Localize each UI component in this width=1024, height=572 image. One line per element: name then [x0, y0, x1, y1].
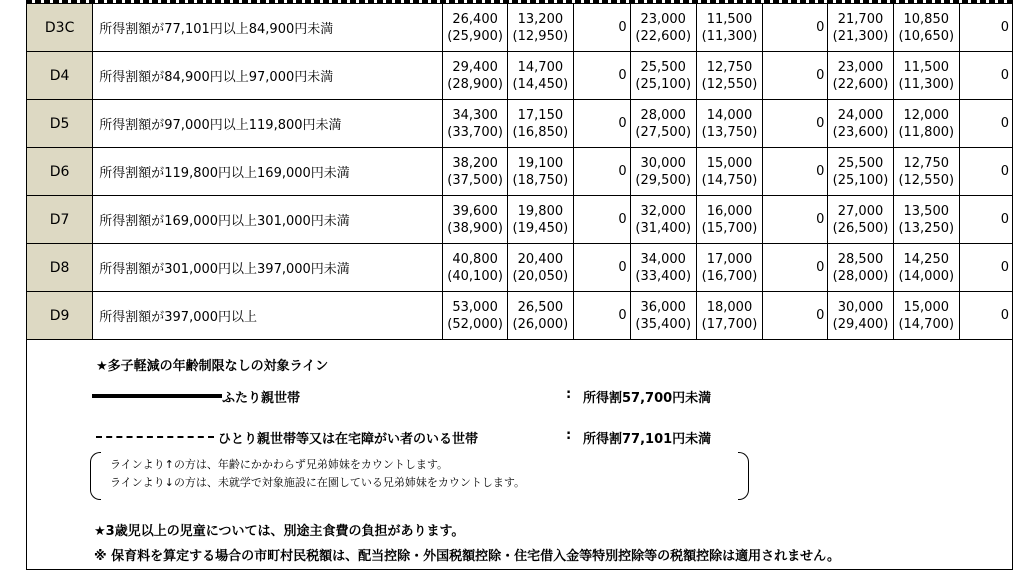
tier-code — [27, 100, 93, 148]
cell-value: (10,650) — [898, 28, 955, 44]
cell-value: 0 — [618, 68, 627, 83]
fee-group-a-second — [508, 52, 573, 100]
cell-value: (20,050) — [512, 268, 569, 284]
cell-value: (29,500) — [635, 172, 692, 188]
tier-description — [93, 52, 443, 100]
cell-value: D7 — [49, 211, 70, 228]
cell-value: (21,300) — [832, 28, 889, 44]
fee-group-b-first — [630, 292, 696, 340]
cell-value: 13,200 — [517, 11, 564, 27]
right-bracket — [738, 452, 749, 500]
fee-group-c-second — [893, 148, 959, 196]
cell-value: (25,100) — [832, 172, 889, 188]
fee-group-b-third — [763, 52, 828, 100]
cell-value: 16,000 — [706, 203, 753, 219]
tier-code — [27, 244, 93, 292]
cell-value: 12,000 — [903, 107, 949, 123]
cell-value: (11,300) — [898, 76, 955, 92]
fee-group-c-third — [959, 148, 1012, 196]
cell-value: (14,750) — [701, 172, 758, 188]
fee-group-a-third — [573, 244, 630, 292]
left-bracket — [90, 452, 101, 500]
fee-group-b-first — [630, 196, 696, 244]
fee-group-b-second — [696, 148, 762, 196]
cell-value: 12,750 — [903, 155, 949, 171]
tier-description — [93, 4, 443, 52]
fee-group-b-second — [696, 196, 762, 244]
cell-value: (25,900) — [447, 28, 503, 44]
fee-group-c-first — [828, 292, 893, 340]
solid-line-label: ふたり親世帯 — [222, 391, 301, 406]
cell-value: D6 — [49, 163, 70, 180]
cell-value: D8 — [49, 259, 70, 276]
cell-value: 0 — [816, 212, 825, 227]
cell-value: 34,300 — [452, 107, 498, 123]
fee-group-b-first — [630, 4, 696, 52]
cell-value: (33,700) — [447, 124, 503, 140]
tier-code — [27, 196, 93, 244]
fee-group-b-second — [696, 100, 762, 148]
fee-group-c-second — [893, 292, 959, 340]
fee-group-a-second — [508, 244, 573, 292]
cell-value: D3C — [44, 19, 75, 36]
cell-value: (19,450) — [512, 220, 569, 236]
cell-value: 28,000 — [640, 107, 686, 123]
fee-group-c-first — [828, 196, 893, 244]
cell-value: 0 — [1000, 164, 1009, 179]
note-tax: ※ 保育料を算定する場合の市町村民税額は、配当控除・外国税額控除・住宅借入金等特別控除等の税額控除は適用されません。 — [94, 549, 840, 564]
cell-value: 0 — [816, 68, 825, 83]
cell-value: 24,000 — [837, 107, 884, 123]
fee-group-a-third — [573, 148, 630, 196]
fee-group-a-third — [573, 100, 630, 148]
tier-description — [93, 244, 443, 292]
fee-group-c-third — [959, 100, 1012, 148]
cell-value: (26,000) — [512, 316, 569, 332]
cell-value: (31,400) — [635, 220, 692, 236]
fee-group-b-first — [630, 100, 696, 148]
fee-group-c-second — [893, 52, 959, 100]
fee-group-b-second — [696, 244, 762, 292]
cell-value: 27,000 — [837, 203, 884, 219]
fee-group-c-second — [893, 196, 959, 244]
cell-value: (38,900) — [447, 220, 503, 236]
cell-value: 30,000 — [640, 155, 686, 171]
fee-group-a-first — [443, 292, 508, 340]
cell-value: 53,000 — [452, 299, 498, 315]
fee-group-a-first — [443, 196, 508, 244]
cell-value: 0 — [816, 116, 825, 131]
fee-group-a-first — [443, 52, 508, 100]
fee-group-a-second — [508, 148, 573, 196]
cell-value: 0 — [1000, 308, 1009, 323]
cell-value: 0 — [1000, 116, 1009, 131]
cell-value: (52,000) — [447, 316, 503, 332]
cell-value: 所得割額が301,000円以上397,000円未満 — [99, 262, 350, 277]
fee-group-c-third — [959, 4, 1012, 52]
fee-group-a-third — [573, 292, 630, 340]
cell-value: (25,100) — [635, 76, 692, 92]
cell-value: 28,500 — [837, 251, 884, 267]
cell-value: (33,400) — [635, 268, 692, 284]
cell-value: 0 — [816, 164, 825, 179]
table-row — [27, 196, 1013, 244]
cell-value: 18,000 — [706, 299, 753, 315]
cell-value: (14,450) — [512, 76, 569, 92]
cell-value: (22,600) — [635, 28, 692, 44]
tier-description — [93, 292, 443, 340]
cell-value: (13,250) — [898, 220, 955, 236]
cell-value: 0 — [618, 116, 627, 131]
cell-value: 12,750 — [706, 59, 753, 75]
fee-group-b-third — [763, 196, 828, 244]
cell-value: (22,600) — [832, 76, 889, 92]
cell-value: 15,000 — [903, 299, 949, 315]
cell-value: 40,800 — [452, 251, 498, 267]
fee-table — [26, 3, 1013, 340]
fee-group-b-third — [763, 4, 828, 52]
cell-value: 所得割額が119,800円以上169,000円未満 — [99, 166, 350, 181]
tier-code — [27, 292, 93, 340]
fee-group-c-first — [828, 244, 893, 292]
cell-value: 30,000 — [837, 299, 884, 315]
notes-heading: ★多子軽減の年齢制限なしの対象ライン — [96, 359, 329, 374]
cell-value: 14,250 — [903, 251, 949, 267]
solid-line-colon: : — [566, 387, 572, 402]
cell-value: (27,500) — [635, 124, 692, 140]
cell-value: 0 — [816, 20, 825, 35]
cell-value: (23,600) — [832, 124, 889, 140]
fee-group-a-second — [508, 4, 573, 52]
cell-value: (29,400) — [832, 316, 889, 332]
dashed-line-value: 所得割77,101円未満 — [583, 432, 712, 447]
cell-value: 17,150 — [517, 107, 564, 123]
cell-value: 0 — [618, 212, 627, 227]
fee-group-c-third — [959, 196, 1012, 244]
fee-group-b-third — [763, 100, 828, 148]
fee-group-a-first — [443, 4, 508, 52]
cell-value: 25,500 — [640, 59, 686, 75]
cell-value: 34,000 — [640, 251, 686, 267]
fee-group-a-first — [443, 244, 508, 292]
table-row — [27, 4, 1013, 52]
cell-value: 23,000 — [640, 11, 686, 27]
cell-value: 0 — [1000, 20, 1009, 35]
cell-value: D5 — [49, 115, 70, 132]
fee-group-b-third — [763, 292, 828, 340]
fee-group-b-third — [763, 148, 828, 196]
cell-value: 所得割額が97,000円以上119,800円未満 — [99, 118, 342, 133]
cell-value: 0 — [618, 260, 627, 275]
fee-group-a-second — [508, 100, 573, 148]
cell-value: 39,600 — [452, 203, 498, 219]
cell-value: (12,550) — [701, 76, 758, 92]
fee-group-a-third — [573, 196, 630, 244]
cell-value: 11,500 — [706, 11, 753, 27]
fee-group-a-third — [573, 4, 630, 52]
table-row — [27, 100, 1013, 148]
fee-group-a-second — [508, 196, 573, 244]
cell-value: (14,700) — [898, 316, 955, 332]
fee-group-a-first — [443, 100, 508, 148]
cell-value: 0 — [618, 20, 627, 35]
cell-value: 11,500 — [903, 59, 949, 75]
cell-value: 所得割額が77,101円以上84,900円未満 — [99, 22, 334, 37]
cell-value: (37,500) — [447, 172, 503, 188]
cell-value: 26,400 — [452, 11, 498, 27]
dashed-line-colon: : — [566, 428, 572, 443]
cell-value: (11,800) — [898, 124, 955, 140]
cell-value: 0 — [1000, 68, 1009, 83]
cell-value: (11,300) — [701, 28, 758, 44]
fee-group-c-third — [959, 292, 1012, 340]
cell-value: (28,000) — [832, 268, 889, 284]
table-row — [27, 244, 1013, 292]
cell-value: D9 — [49, 307, 70, 324]
cell-value: (12,950) — [512, 28, 569, 44]
fee-group-a-first — [443, 148, 508, 196]
fee-group-a-third — [573, 52, 630, 100]
fee-group-c-third — [959, 244, 1012, 292]
paren-line-2: ラインより↓の方は、未就学で対象施設に在園している兄弟姉妹をカウントします。 — [110, 476, 526, 489]
notes-section — [26, 350, 1013, 570]
cell-value: (17,700) — [701, 316, 758, 332]
cell-value: (15,700) — [701, 220, 758, 236]
cell-value: 15,000 — [706, 155, 753, 171]
cell-value: 13,500 — [903, 203, 949, 219]
fee-group-b-first — [630, 52, 696, 100]
cell-value: 17,000 — [706, 251, 753, 267]
fee-group-c-second — [893, 100, 959, 148]
tier-code — [27, 4, 93, 52]
cell-value: 0 — [816, 260, 825, 275]
cell-value: 10,850 — [903, 11, 949, 27]
fee-group-b-first — [630, 148, 696, 196]
cell-value: 14,000 — [706, 107, 753, 123]
dashed-line-legend — [96, 436, 214, 438]
cell-value: 0 — [1000, 260, 1009, 275]
cell-value: (35,400) — [635, 316, 692, 332]
table-row — [27, 292, 1013, 340]
fee-group-c-first — [828, 52, 893, 100]
cell-value: (18,750) — [512, 172, 569, 188]
fee-group-c-first — [828, 100, 893, 148]
cell-value: 25,500 — [837, 155, 884, 171]
fee-group-b-first — [630, 244, 696, 292]
cell-value: 32,000 — [640, 203, 686, 219]
tier-code — [27, 148, 93, 196]
tier-description — [93, 100, 443, 148]
tier-description — [93, 196, 443, 244]
fee-group-b-third — [763, 244, 828, 292]
cell-value: 38,200 — [452, 155, 498, 171]
cell-value: 0 — [618, 164, 627, 179]
fee-group-c-second — [893, 244, 959, 292]
cell-value: 23,000 — [837, 59, 884, 75]
cell-value: 所得割額が84,900円以上97,000円未満 — [99, 70, 334, 85]
cell-value: (16,850) — [512, 124, 569, 140]
cell-value: (40,100) — [447, 268, 503, 284]
fee-group-b-second — [696, 52, 762, 100]
dashed-line-label: ひとり親世帯等又は在宅障がい者のいる世帯 — [218, 432, 479, 447]
cell-value: (28,900) — [447, 76, 503, 92]
table-row — [27, 52, 1013, 100]
cell-value: (12,550) — [898, 172, 955, 188]
tier-description — [93, 148, 443, 196]
cell-value: (13,750) — [701, 124, 758, 140]
fee-group-c-third — [959, 52, 1012, 100]
cell-value: 所得割額が397,000円以上 — [99, 310, 258, 325]
cell-value: 29,400 — [452, 59, 498, 75]
cell-value: 26,500 — [517, 299, 564, 315]
cell-value: 19,800 — [517, 203, 564, 219]
cell-value: (14,000) — [898, 268, 955, 284]
cell-value: D4 — [49, 67, 70, 84]
cell-value: 21,700 — [837, 11, 884, 27]
cell-value: 19,100 — [517, 155, 564, 171]
paren-line-1: ラインより↑の方は、年齢にかかわらず兄弟姉妹をカウントします。 — [110, 458, 449, 471]
cell-value: (26,500) — [832, 220, 889, 236]
fee-group-b-second — [696, 292, 762, 340]
cell-value: 所得割額が169,000円以上301,000円未満 — [99, 214, 350, 229]
cell-value: 36,000 — [640, 299, 686, 315]
solid-line-value: 所得割57,700円未満 — [583, 391, 712, 406]
cell-value: 0 — [1000, 212, 1009, 227]
solid-line-legend — [92, 394, 222, 398]
tier-code — [27, 52, 93, 100]
table-row — [27, 148, 1013, 196]
fee-group-a-second — [508, 292, 573, 340]
fee-group-c-first — [828, 148, 893, 196]
fee-group-c-second — [893, 4, 959, 52]
fee-group-b-second — [696, 4, 762, 52]
fee-group-c-first — [828, 4, 893, 52]
cell-value: 0 — [816, 308, 825, 323]
cell-value: 14,700 — [517, 59, 564, 75]
cell-value: 0 — [618, 308, 627, 323]
cell-value: 20,400 — [517, 251, 564, 267]
cell-value: (16,700) — [701, 268, 758, 284]
note-meal: ★3歳児以上の児童については、別途主食費の負担があります。 — [94, 524, 465, 539]
